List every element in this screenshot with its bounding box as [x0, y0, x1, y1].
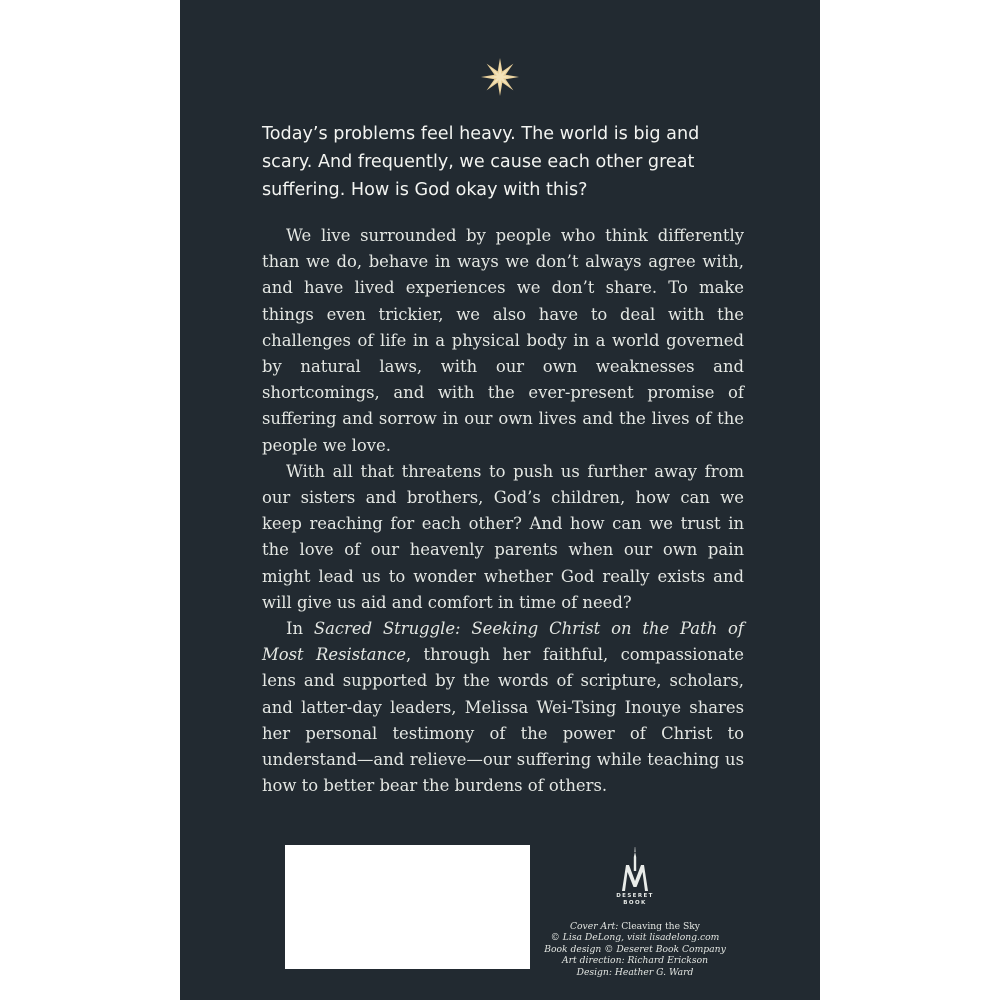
- cover-art-title: Cleaving the Sky: [621, 921, 700, 932]
- book-title: Sacred Struggle: Seeking Christ on the Path of Most Resistance: [262, 619, 744, 665]
- credit-line: [520, 921, 750, 932]
- credit-line: © Lisa DeLong, visit lisadelong.com: [550, 932, 720, 944]
- credit-line: Design: Heather G. Ward: [576, 966, 694, 978]
- credit-line: Art direction: Richard Erickson: [561, 955, 709, 967]
- star-icon: [480, 57, 520, 97]
- cover-credits: [520, 921, 750, 978]
- paragraph: With all that threatens to push us further away from our sisters and brothers, God’s children, how can we keep reaching for each other? And how can we trust in the love of our heavenly parents when our own pain might lead us to wonder whether God really exists and will give us aid and comfort in time of need?: [262, 461, 744, 612]
- back-cover: [180, 0, 820, 1000]
- description-body: [262, 223, 744, 799]
- publisher-name: [605, 893, 665, 907]
- barcode-area: [285, 845, 530, 969]
- paragraph: [262, 616, 744, 799]
- publisher-line: BOOK: [623, 900, 647, 906]
- intro-text: Today’s problems feel heavy. The world is big and scary. And frequently, we cause each other great suffering. How is God okay with this?: [262, 124, 700, 200]
- publisher-line: DESERET: [616, 893, 654, 899]
- paragraph: We live surrounded by people who think differently than we do, behave in ways we don’t always agree with, and have lived experiences we don’t share. To make things even trickier, we also have to deal with the challenges of life in a physical body in a world governed by natural laws, with our own weaknesses and shortcomings, and with the ever-present promise of suffering and sorrow in our own lives and the lives of the people we love.: [262, 226, 744, 455]
- paragraph-rest: , through her faithful, compassionate lens and supported by the words of scripture, scholars, and latter-day leaders, Melissa Wei-Tsing Inouye shares her personal testimony of the power of Christ to understand—and relieve—our suffering while teaching us how to better bear the burdens of others.: [262, 645, 744, 796]
- cover-art-label: Cover Art:: [570, 921, 619, 932]
- paragraph-lead: In: [286, 619, 314, 639]
- credit-line: Book design © Deseret Book Company: [544, 943, 726, 955]
